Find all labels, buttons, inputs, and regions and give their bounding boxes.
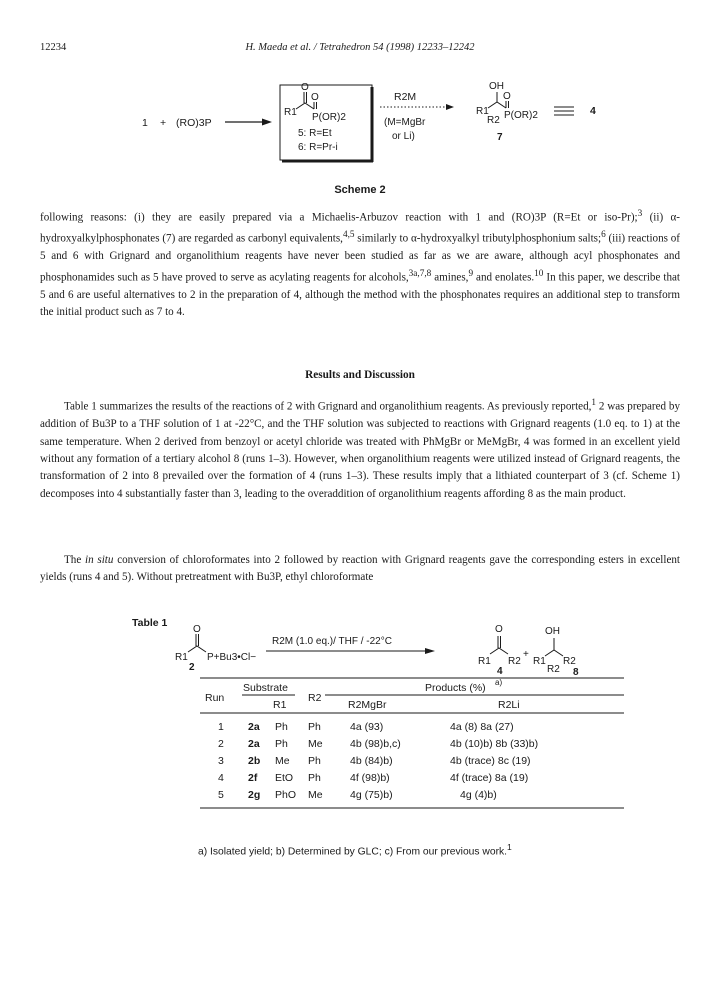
table-header-r1: R1 xyxy=(273,699,287,711)
svg-text:2: 2 xyxy=(218,738,224,750)
svg-text:PhO: PhO xyxy=(275,789,297,801)
table-row xyxy=(218,738,538,750)
paragraph-2: Table 1 summarizes the results of the reactions of 2 with Grignard and organolithium reagents. As previously reported,$^1$ 2 was prepared by addition of Bu3P to a THF solution of 1 at -22°C, and the THF solution was subjected to reactions with Grignard reagents (1.0 eq. to 1) at the same temperature. When 2 derived from benzoyl or acetyl chloride was treated with PhMgBr or MeMgBr, 4 was formed in an excellent yield without any formation of a tertiary alcohol 8 (runs 1–3). However, when organolithium reagents were utilized instead of Grignard reagents, the transformation of 2 into 8 prevailed over the formation of 4 (runs 1–3). These results imply that a lithiated counterpart of 3 (cf. Scheme 1) decomposes into 4 substantially faster than 3, leading to the overaddition of organolithium reagents affording 8 as the main product. xyxy=(40,398,680,500)
svg-text:Me: Me xyxy=(275,755,290,767)
table-header-r2mgbr: R2MgBr xyxy=(348,699,387,711)
svg-text:Ph: Ph xyxy=(308,772,321,784)
page-number: 12234 xyxy=(40,42,67,53)
svg-text:O: O xyxy=(503,91,511,102)
svg-text:Me: Me xyxy=(308,738,323,750)
svg-text:R1: R1 xyxy=(478,656,491,667)
table-product-8-number: 8 xyxy=(573,667,579,678)
scheme-reagent: (RO)3P xyxy=(176,117,212,129)
svg-text:EtO: EtO xyxy=(275,772,294,784)
table-reaction-arrow xyxy=(266,648,435,654)
running-head: H. Maeda et al. / Tetrahedron 54 (1998) 12233–12242 xyxy=(245,42,475,53)
table-product-8-structure xyxy=(545,638,563,656)
table-header-products-note: a) xyxy=(495,678,503,687)
table-substrate-structure xyxy=(188,634,206,652)
scheme-product-r2: R2 xyxy=(487,115,500,126)
svg-text:R2: R2 xyxy=(547,664,560,675)
scheme-grignard-reagent: R2M xyxy=(394,91,417,103)
svg-text:R1: R1 xyxy=(533,656,546,667)
table-footnote: a) Isolated yield; b) Determined by GLC; c) From our previous work.$^1$ xyxy=(198,842,512,858)
scheme-box-por2: P(OR)2 xyxy=(312,112,346,123)
scheme-dotted-arrow-head xyxy=(446,104,454,110)
svg-text:2a: 2a xyxy=(248,721,260,733)
scheme-box-r1: R1 xyxy=(284,107,297,118)
scheme-caption: Scheme 2 xyxy=(334,184,386,196)
table-product-4-number: 4 xyxy=(497,666,503,677)
scheme-equivalence-sign xyxy=(554,107,574,115)
scheme-2-diagram xyxy=(0,70,720,190)
table-header-r2li: R2Li xyxy=(498,699,520,711)
svg-text:2g: 2g xyxy=(248,789,261,801)
svg-text:Ph: Ph xyxy=(308,721,321,733)
section-heading: Results and Discussion xyxy=(305,369,415,381)
svg-text:4b (trace) 8c (19): 4b (trace) 8c (19) xyxy=(450,755,531,767)
table-product-4-structure xyxy=(490,636,508,654)
scheme-metal-note-1: (M=MgBr xyxy=(384,117,426,128)
paragraph-3: The in situ conversion of chloroformates into 2 followed by reaction with Grignard reagents gave the corresponding esters in excellent yields (runs 4 and 5). Without pretreatment with Bu3P, ethyl chloroformate xyxy=(40,554,681,584)
svg-text:O: O xyxy=(495,624,503,635)
scheme-box-compound-5: 5: R=Et xyxy=(298,128,332,139)
table-substrate-number: 2 xyxy=(189,662,195,673)
svg-text:4b (84)b): 4b (84)b) xyxy=(350,755,393,767)
svg-text:2b: 2b xyxy=(248,755,261,767)
table-reaction-conditions: R2M (1.0 eq.)/ THF / -22°C xyxy=(272,636,392,647)
svg-text:2f: 2f xyxy=(248,772,258,784)
table-row xyxy=(218,755,531,767)
scheme-product-r1: R1 xyxy=(476,106,489,117)
scheme-reactant-1: 1 xyxy=(142,117,148,129)
table-substrate-r1: R1 xyxy=(175,652,188,663)
svg-text:4b (10)b) 8b (33)b): 4b (10)b) 8b (33)b) xyxy=(450,738,539,750)
scheme-plus: + xyxy=(160,117,167,129)
svg-text:2a: 2a xyxy=(248,738,260,750)
svg-text:Ph: Ph xyxy=(308,755,321,767)
svg-text:Ph: Ph xyxy=(275,738,288,750)
scheme-product-por2: P(OR)2 xyxy=(504,110,538,121)
svg-text:4a (93): 4a (93) xyxy=(350,721,384,733)
scheme-metal-note-2: or Li) xyxy=(392,131,415,142)
table-header-run: Run xyxy=(205,692,225,704)
svg-text:5: 5 xyxy=(218,789,224,801)
scheme-equiv-target: 4 xyxy=(590,105,596,117)
svg-text:4b (98)b,c): 4b (98)b,c) xyxy=(350,738,401,750)
svg-text:Ph: Ph xyxy=(275,721,288,733)
svg-text:O: O xyxy=(311,92,319,103)
svg-text:R2: R2 xyxy=(563,656,576,667)
svg-text:4g (75)b): 4g (75)b) xyxy=(350,789,393,801)
svg-text:4: 4 xyxy=(218,772,224,784)
table-header-products: Products (%) xyxy=(425,682,486,694)
scheme-product-oh: OH xyxy=(489,81,504,92)
svg-text:4g (4)b): 4g (4)b) xyxy=(460,789,497,801)
svg-text:O: O xyxy=(301,82,309,93)
svg-text:O: O xyxy=(193,624,201,635)
table-row xyxy=(218,789,497,801)
scheme-arrow-1 xyxy=(225,119,272,126)
svg-text:1: 1 xyxy=(218,721,224,733)
scheme-product-number: 7 xyxy=(497,132,503,143)
table-1 xyxy=(0,612,720,842)
svg-text:4f (98)b): 4f (98)b) xyxy=(350,772,390,784)
svg-text:4f (trace) 8a (19): 4f (trace) 8a (19) xyxy=(450,772,529,784)
scheme-box-compound-6: 6: R=Pr-i xyxy=(298,142,338,153)
paragraph-1: following reasons: (i) they are easily prepared via a Michaelis-Arbuzov reaction with 1 and (RO)3P (R=Et or iso-Pr);$^3$ (ii) α-hydroxyalkylphosphonates (7) are regarded as carbonyl equivalents,$^{4,5}$ similarly to α-hydroxyalkyl tributylphosphonium salts;$^6$ (iii) reactions of 5 and 6 with Grignard and organolithium reagents have never been studied as far as we are aware, although acyl phosphonates and phosphonamides such as 5 have proved to serve as acylating reagents for alcohols,$^{3a,7,8}$ amines,$^9$ and enolates.$^{10}$ In this paper, we describe that 5 and 6 are useful alternatives to 2 in the preparation of 4, although the method with the phosphonates requires an additional step to transform the initial product such as 7 to 4. xyxy=(40,209,681,319)
table-row xyxy=(218,772,528,784)
table-row xyxy=(218,721,514,733)
svg-text:4a (8) 8a (27): 4a (8) 8a (27) xyxy=(450,721,514,733)
table-rules xyxy=(200,678,624,808)
table-label: Table 1 xyxy=(132,617,168,629)
svg-text:R2: R2 xyxy=(508,656,521,667)
svg-text:3: 3 xyxy=(218,755,224,767)
table-plus: + xyxy=(523,649,529,660)
table-header-r2: R2 xyxy=(308,692,322,704)
table-header-substrate: Substrate xyxy=(243,682,288,694)
table-substrate-phosphonium: P+Bu3•Cl− xyxy=(207,652,257,663)
svg-text:Me: Me xyxy=(308,789,323,801)
table-product-oh: OH xyxy=(545,626,560,637)
